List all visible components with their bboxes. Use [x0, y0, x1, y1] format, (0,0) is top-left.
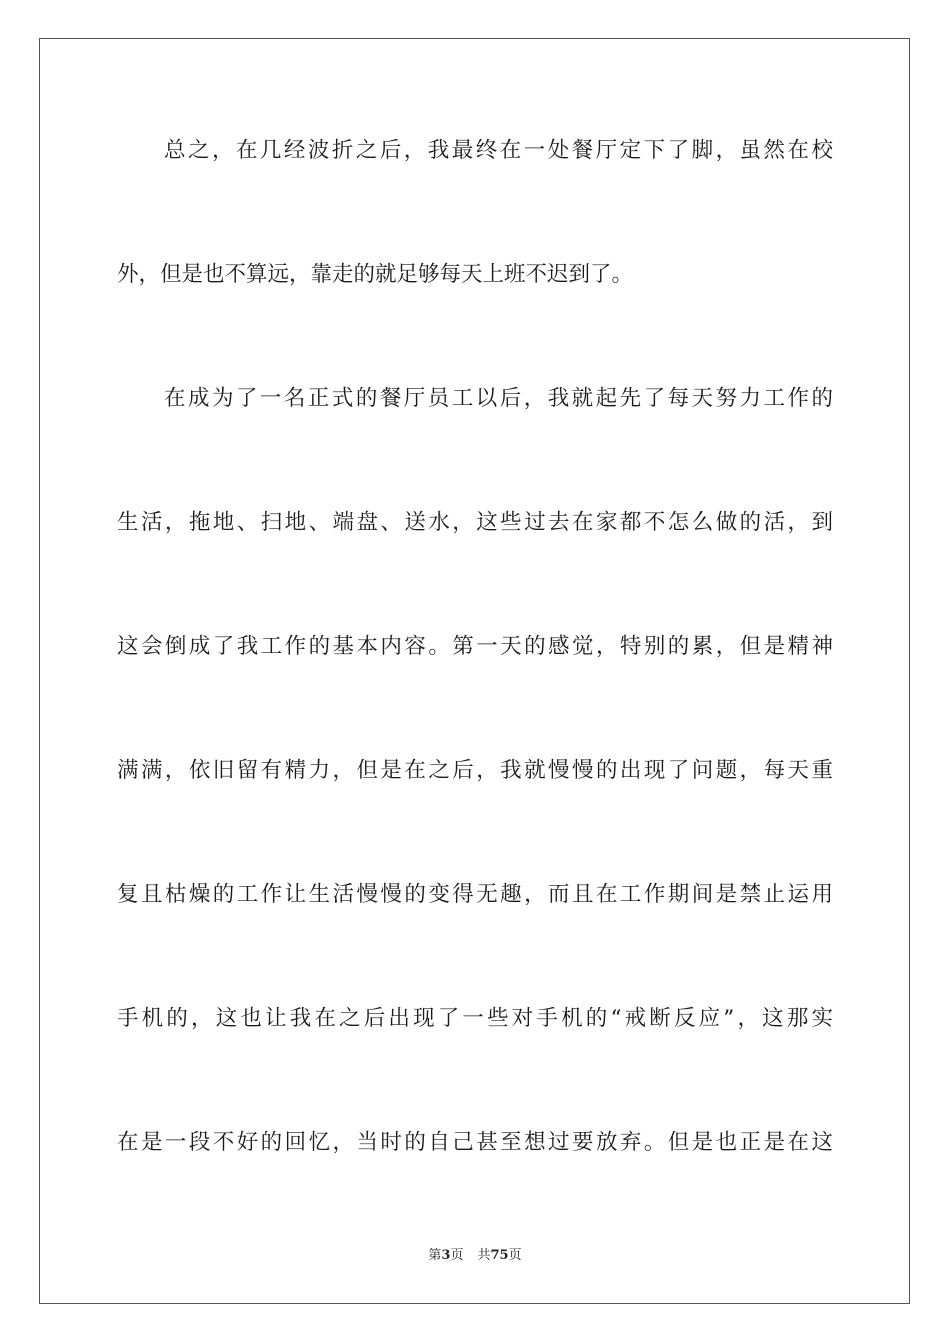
page-prefix: 第 [428, 1248, 442, 1263]
paragraph-1-line-1: 总之，在几经波折之后，我最终在一处餐厅定下了脚，虽然在校 [164, 138, 833, 163]
paragraph-2-line-7: 在是一段不好的回忆，当时的自己甚至想过要放弃。但是也正是在这 [117, 1130, 833, 1155]
total-suffix: 页 [508, 1248, 522, 1263]
total-pages: 75 [490, 1248, 509, 1263]
page-footer [0, 1247, 950, 1265]
page-number: 3 [441, 1248, 451, 1263]
paragraph-2-line-2: 生活，拖地、扫地、端盘、送水，这些过去在家都不怎么做的活，到 [117, 510, 833, 535]
paragraph-2-line-6: 手机的，这也让我在之后出现了一些对手机的“戒断反应”，这那实 [117, 1006, 833, 1031]
paragraph-2-line-4: 满满，依旧留有精力，但是在之后，我就慢慢的出现了问题，每天重 [117, 758, 833, 783]
page-border [39, 38, 910, 1304]
total-prefix: 共 [477, 1248, 491, 1263]
paragraph-2-line-3: 这会倒成了我工作的基本内容。第一天的感觉，特别的累，但是精神 [117, 634, 833, 659]
paragraph-1-line-2: 外，但是也不算远，靠走的就足够每天上班不迟到了。 [117, 262, 634, 287]
page-suffix: 页 [450, 1248, 464, 1263]
paragraph-2-line-5: 复且枯燥的工作让生活慢慢的变得无趣，而且在工作期间是禁止运用 [117, 882, 833, 907]
paragraph-2-line-1: 在成为了一名正式的餐厅员工以后，我就起先了每天努力工作的 [164, 386, 833, 411]
